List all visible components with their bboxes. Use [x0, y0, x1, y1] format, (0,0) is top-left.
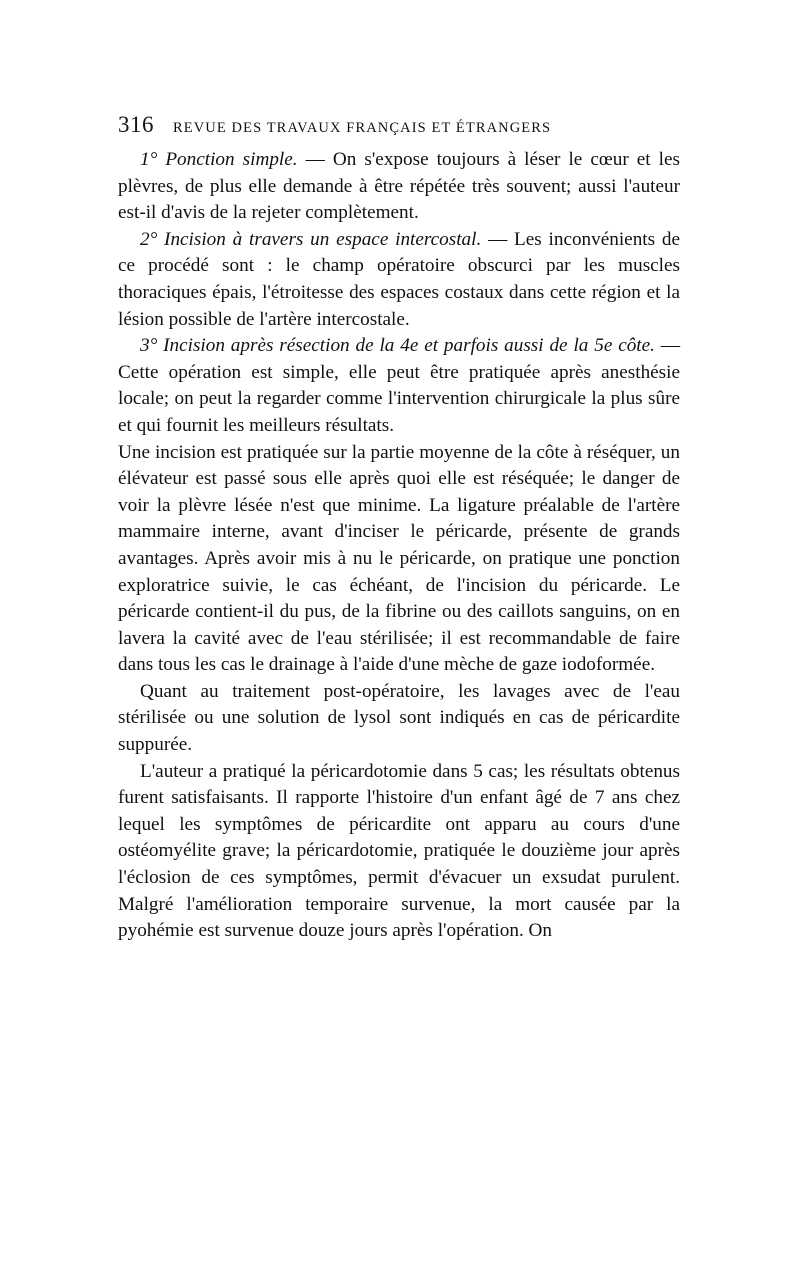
paragraph-text: Quant au traitement post-opératoire, les lavages avec de l'eau stérilisée ou une solution de lysol sont indiqués en cas de péricardite suppurée.	[118, 680, 680, 756]
running-title: REVUE DES TRAVAUX FRANÇAIS ET ÉTRANGERS	[173, 120, 552, 136]
paragraph-text: Une incision est pratiquée sur la partie moyenne de la côte à réséquer, un élévateur est passé sous elle après quoi elle est réséquée; le danger de voir la plèvre lésée n'est que minime. La ligature préalable de l'artère mammaire interne, avant d'inciser le péricarde, présente de grands avantages. Après avoir mis à nu le péricarde, on pratique une ponction exploratrice suivie, le cas échéant, de l'incision du péricarde. Le péricarde contient-il du pus, de la fibrine ou des caillots sanguins, on en lavera la cavité avec de l'eau stérilisée; il est recommandable de faire dans tous les cas le drainage à l'aide d'une mèche de gaze iodoformée.	[118, 441, 680, 676]
paragraph-heading: 3° Incision après résection de la 4e et parfois aussi de la 5e côte.	[140, 335, 655, 357]
paragraph-text: — Les inconvénients de ce procédé sont : le champ opératoire obscurci par les muscles thoraciques épais, l'étroitesse des espaces costaux dans cette région et la lésion possible de l'artère intercostale.	[118, 228, 680, 330]
paragraph-ponction-simple	[118, 147, 680, 227]
paragraph-cas-cliniques	[118, 759, 680, 945]
running-head	[118, 112, 680, 142]
paragraph-text: — Cette opération est simple, elle peut être pratiquée après anesthésie locale; on peut la regarder comme l'intervention chirurgicale la plus sûre et qui fournit les meilleurs résultats.	[118, 335, 680, 436]
paragraph-text: L'auteur a pratiqué la péricardotomie dans 5 cas; les résultats obtenus furent satisfaisants. Il rapporte l'histoire d'un enfant âgé de 7 ans chez lequel les symptômes de péricardite ont apparu au cours d'une ostéomyélite grave; la péricardotomie, pratiquée le douzième jour après l'éclosion de ces symptômes, permit d'évacuer un exsudat purulent. Malgré l'amélioration temporaire survenue, la mort causée par la pyohémie est survenue douze jours après l'opération. On	[118, 760, 680, 942]
paragraph-text: — On s'expose toujours à léser le cœur et les plèvres, de plus elle demande à être répétée très souvent; aussi l'auteur est-il d'avis de la rejeter complètement.	[118, 149, 680, 224]
paragraph-incision-intercostal	[118, 227, 680, 333]
body-text	[118, 147, 680, 945]
paragraph-technique	[118, 440, 680, 679]
paragraph-heading: 2° Incision à travers un espace intercostal.	[140, 228, 482, 250]
page	[118, 112, 680, 945]
paragraph-heading: 1° Ponction simple.	[140, 149, 298, 170]
paragraph-incision-resection	[118, 333, 680, 439]
page-number: 316	[118, 112, 154, 137]
paragraph-post-operatoire	[118, 679, 680, 759]
